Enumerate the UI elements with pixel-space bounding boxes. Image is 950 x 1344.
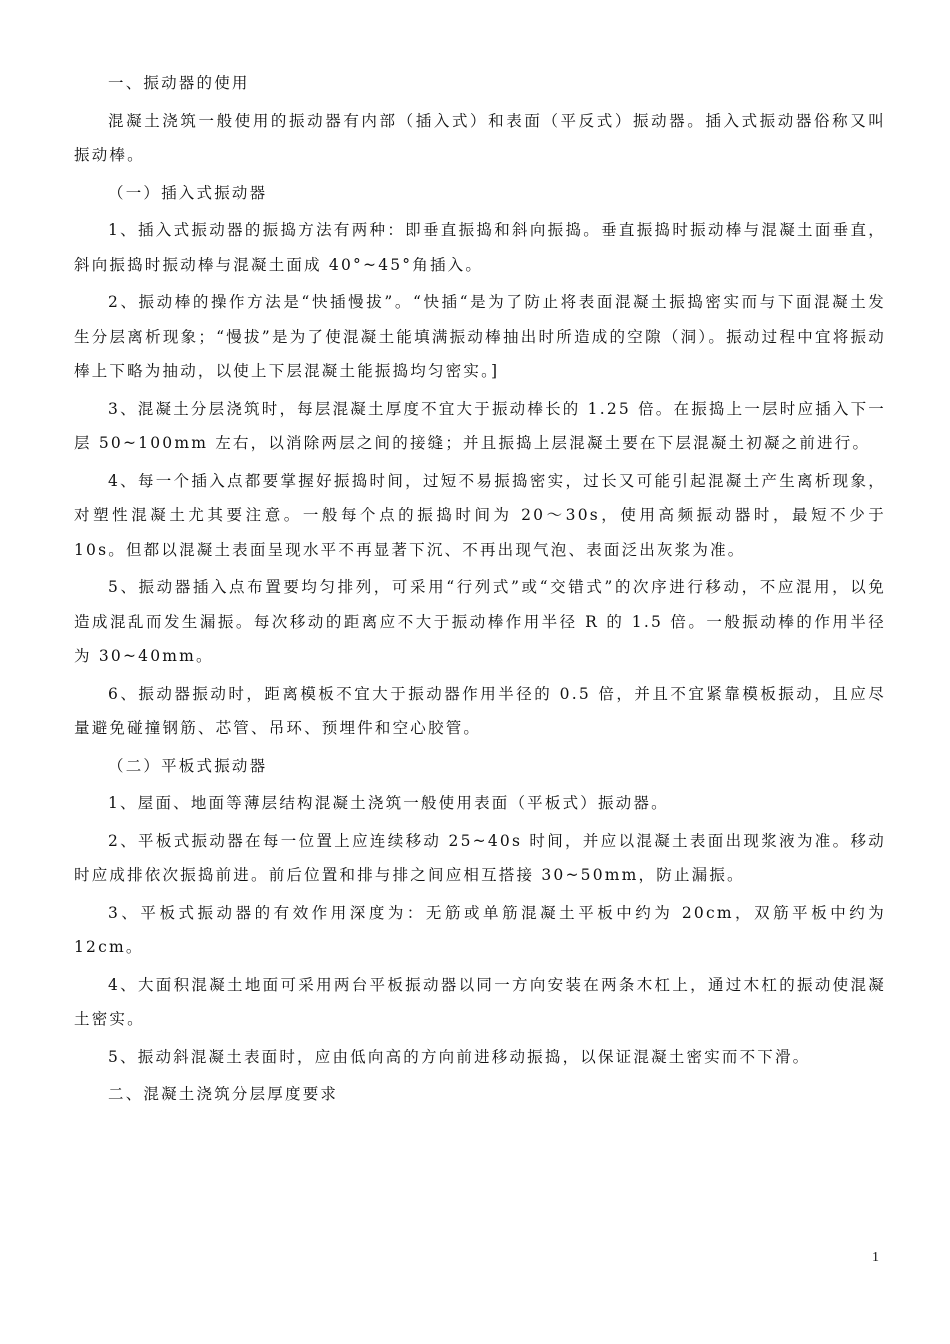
paragraph-intro: 混凝土浇筑一般使用的振动器有内部（插入式）和表面（平反式）振动器。插入式振动器俗称又叫振动棒。: [74, 111, 886, 164]
section-heading-layer-thickness: 二、混凝土浇筑分层厚度要求: [108, 1085, 339, 1103]
paragraph-plate-item-1: 1、屋面、地面等薄层结构混凝土浇筑一般使用表面（平板式）振动器。: [108, 794, 669, 812]
paragraph-plate-item-3: 3、平板式振动器的有效作用深度为：无筋或单筋混凝土平板中约为 20cm，双筋平板中约为 12cm。: [74, 903, 886, 956]
page-number: 1: [872, 1250, 879, 1265]
subsection-heading-plate-vibrator: （二）平板式振动器: [108, 756, 268, 775]
paragraph-plate-item-2: 2、平板式振动器在每一位置上应连续移动 25~40s 时间，并应以混凝土表面出现浆液为准。移动时应成排依次振捣前进。前后位置和排与排之间应相互搭接 30~50mm，防止漏振。: [74, 831, 886, 884]
paragraph-plate-item-5: 5、振动斜混凝土表面时，应由低向高的方向前进移动振捣，以保证混凝土密实而不下滑。: [108, 1047, 811, 1066]
paragraph-item-6: 6、振动器振动时，距离模板不宜大于振动器作用半径的 0.5 倍，并且不宜紧靠模板振动，且应尽量避免碰撞钢筋、芯管、吊环、预埋件和空心胶管。: [74, 684, 886, 737]
document-body: [74, 66, 886, 1115]
paragraph-item-3: 3、混凝土分层浇筑时，每层混凝土厚度不宜大于振动棒长的 1.25 倍。在振捣上一层时应插入下一层 50~100mm 左右，以消除两层之间的接缝；并且振捣上层混凝土要在下层混凝土初凝之前进行。: [74, 399, 886, 452]
paragraph-item-1: 1、插入式振动器的振捣方法有两种：即垂直振捣和斜向振捣。垂直振捣时振动棒与混凝土面垂直，斜向振捣时振动棒与混凝土面成 40°~45°角插入。: [74, 221, 886, 274]
paragraph-item-4: 4、每一个插入点都要掌握好振捣时间，过短不易振捣密实，过长又可能引起混凝土产生离析现象，对塑性混凝土尤其要注意。一般每个点的振捣时间为 20～30s，使用高频振动器时，最短不少于 10s。但都以混凝土表面呈现水平不再显著下沉、不再出现气泡、表面泛出灰浆为准。: [74, 471, 886, 559]
section-heading-vibrator-use: 一、振动器的使用: [108, 74, 250, 92]
paragraph-item-2: 2、振动棒的操作方法是“快插慢拔”。“快插“是为了防止将表面混凝土振捣密实而与下面混凝土发生分层离析现象；“慢拔”是为了使混凝土能填满振动棒抽出时所造成的空隙（洞）。振动过程中宜将振动棒上下略为抽动，以使上下层混凝土能振捣均匀密实。]: [74, 293, 886, 380]
paragraph-plate-item-4: 4、大面积混凝土地面可采用两台平板振动器以同一方向安装在两条木杠上，通过木杠的振动使混凝土密实。: [74, 975, 886, 1028]
subsection-heading-immersion-vibrator: （一）插入式振动器: [108, 183, 268, 202]
paragraph-item-5: 5、振动器插入点布置要均匀排列，可采用“行列式”或“交错式”的次序进行移动，不应混用，以免造成混乱而发生漏振。每次移动的距离应不大于振动棒作用半径 R 的 1.5 倍。一般振动棒的作用半径为 30~40mm。: [74, 578, 886, 665]
